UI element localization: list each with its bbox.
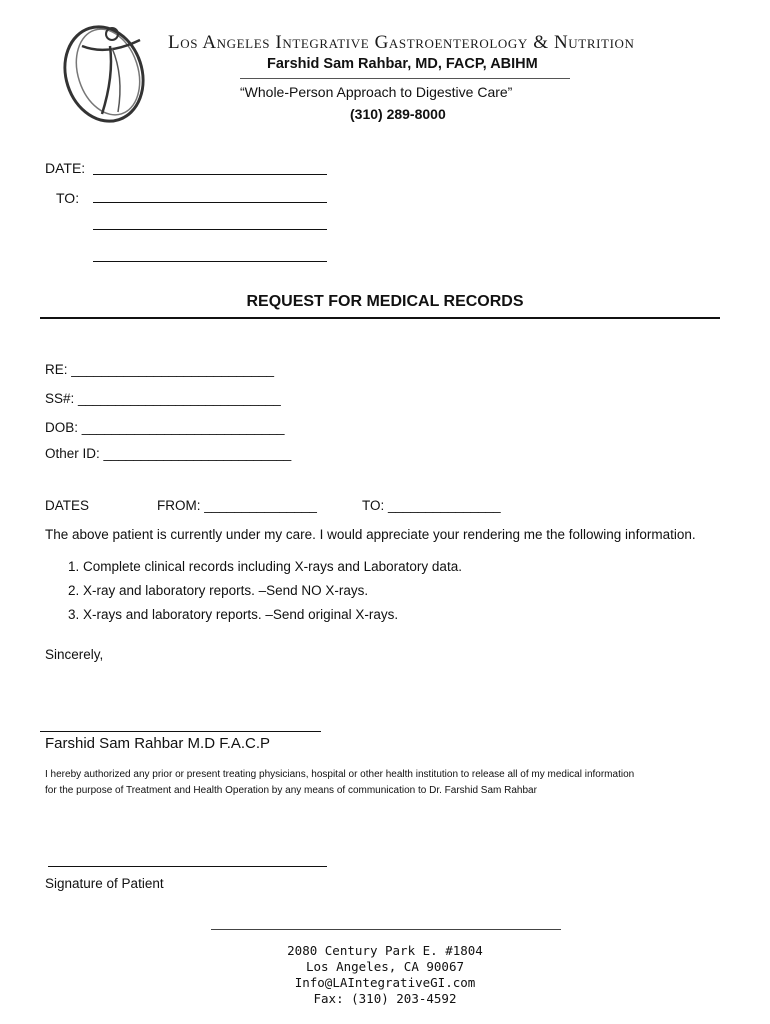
footer-city: Los Angeles, CA 90067 (305, 959, 465, 974)
title-rule (40, 317, 720, 319)
footer-address: 2080 Century Park E. #1804 (287, 943, 483, 958)
patient-signature-label: Signature of Patient (45, 876, 164, 891)
footer-email[interactable]: Info@LAIntegrativeGI.com (294, 975, 476, 990)
to-field-line-3[interactable] (93, 261, 327, 262)
patient-signature-line[interactable] (48, 866, 327, 867)
clinic-motto: “Whole-Person Approach to Digestive Care” (240, 84, 513, 100)
to-field-line-2[interactable] (93, 229, 327, 230)
dates-label: DATES (45, 498, 90, 513)
doctor-credentials: Farshid Sam Rahbar, MD, FACP, ABIHM (267, 56, 538, 72)
document-title: REQUEST FOR MEDICAL RECORDS (246, 293, 524, 310)
request-item: 3. X-rays and laboratory reports. –Send original X-rays. (68, 607, 399, 622)
request-item: 2. X-ray and laboratory reports. –Send NO X-rays. (68, 583, 369, 598)
clinic-phone: (310) 289-8000 (350, 106, 446, 122)
to-field-line-1[interactable] (93, 202, 327, 203)
physician-signature-line[interactable] (40, 731, 321, 732)
header-divider (240, 78, 570, 79)
request-item: 1. Complete clinical records including X-rays and Laboratory data. (68, 559, 462, 574)
date-field[interactable] (93, 174, 327, 175)
dob-field[interactable]: DOB: ___________________________ (45, 420, 285, 435)
other-id-field[interactable]: Other ID: _________________________ (45, 446, 292, 461)
clinic-logo (52, 16, 162, 128)
re-field[interactable]: RE: ___________________________ (45, 362, 274, 377)
clinic-name: Los Angeles Integrative Gastroenterology & Nutrition (168, 32, 635, 53)
dates-to-field[interactable]: TO: _______________ (362, 498, 501, 513)
closing: Sincerely, (45, 647, 104, 662)
ss-field[interactable]: SS#: ___________________________ (45, 391, 281, 406)
footer-fax: Fax: (310) 203-4592 (313, 991, 457, 1006)
signer-name: Farshid Sam Rahbar M.D F.A.C.P (45, 735, 271, 752)
request-intro: The above patient is currently under my care. I would appreciate your rendering me the following information. (45, 527, 696, 542)
authorization-line-1: I hereby authorized any prior or present treating physicians, hospital or other health institution to release all of my medical information (45, 769, 635, 780)
dates-from-field[interactable]: FROM: _______________ (157, 498, 317, 513)
date-label: DATE: (45, 160, 86, 176)
authorization-line-2: for the purpose of Treatment and Health Operation by any means of communication to Dr. Farshid Sam Rahbar (45, 785, 537, 796)
to-label: TO: (56, 190, 80, 206)
footer-divider (211, 929, 561, 930)
